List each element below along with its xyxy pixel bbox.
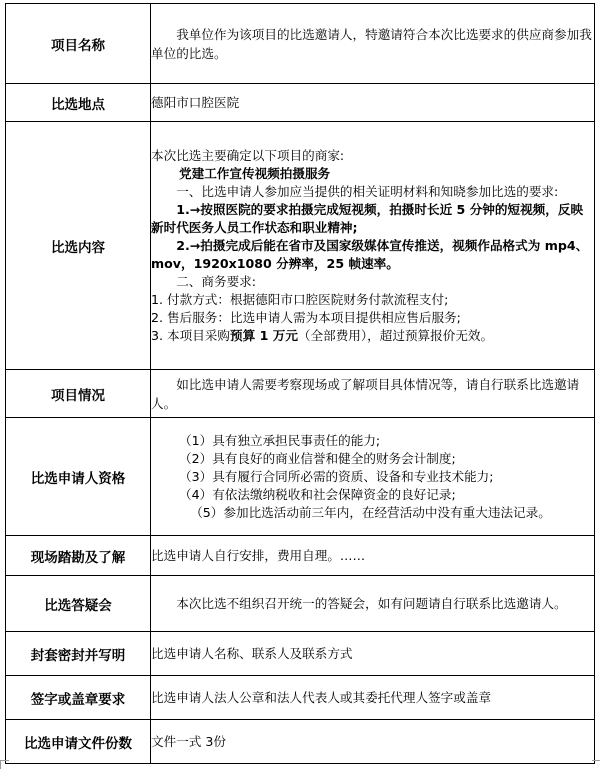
value-site-visit: 比选申请人自行安排，费用自理。……	[151, 536, 595, 576]
row-site-visit	[6, 536, 595, 576]
row-qa-meeting	[6, 576, 595, 632]
document-sheet	[5, 3, 595, 764]
content-section2-title: 二、商务要求:	[176, 273, 256, 289]
content-intro: 本次比选主要确定以下项目的商家:	[151, 147, 345, 163]
row-content	[6, 122, 595, 370]
value-qa-meeting: 本次比选不组织召开统一的答疑会，如有问题请自行联系比选邀请人。	[151, 576, 595, 632]
qualification-4: （4）有依法缴纳税收和社会保障资金的良好记录;	[179, 486, 456, 502]
value-envelope: 比选申请人名称、联系人及联系方式	[151, 632, 595, 676]
content-project-title: 党建工作宣传视频拍摄服务	[179, 165, 331, 181]
label-content: 比选内容	[6, 122, 151, 370]
label-site-visit: 现场踏勘及了解	[6, 536, 151, 576]
qualification-5: （5）参加比选活动前三年内，在经营活动中没有重大违法记录。	[190, 504, 551, 520]
label-qa-meeting: 比选答疑会	[6, 576, 151, 632]
row-qualification	[6, 418, 595, 536]
procurement-form-table	[5, 3, 595, 764]
value-project-situation: 如比选申请人需要考察现场或了解项目具体情况等，请自行联系比选邀请人。	[151, 370, 595, 418]
label-signature: 签字或盖章要求	[6, 676, 151, 720]
row-project-situation	[6, 370, 595, 418]
qualification-3: （3）具有履行合同所必需的资质、设备和专业技术能力;	[179, 468, 494, 484]
content-business-3	[151, 327, 594, 345]
page-corner-mark-right	[592, 760, 600, 769]
value-qualification	[151, 418, 595, 536]
value-content	[151, 122, 595, 370]
value-signature: 比选申请人法人公章和法人代表人或其委托代理人签字或盖章	[151, 676, 595, 720]
label-envelope: 封套密封并写明	[6, 632, 151, 676]
business-3-prefix: 3. 本项目采购	[151, 327, 230, 343]
label-location: 比选地点	[6, 84, 151, 122]
label-qualification: 比选申请人资格	[6, 418, 151, 536]
content-business-1: 1. 付款方式：根据德阳市口腔医院财务付款流程支付;	[151, 291, 449, 307]
business-3-budget: 预算 1 万元	[230, 327, 298, 343]
row-signature	[6, 676, 595, 720]
label-project-name: 项目名称	[6, 4, 151, 84]
label-project-situation: 项目情况	[6, 370, 151, 418]
business-3-suffix: （全部费用），超过预算报价无效。	[297, 327, 494, 343]
row-copies	[6, 720, 595, 764]
qualification-2: （2）具有良好的商业信誉和健全的财务会计制度;	[179, 450, 456, 466]
content-business-2: 2. 售后服务：比选申请人需为本项目提供相应售后服务;	[151, 309, 461, 325]
content-requirement-2: 2.→拍摄完成后能在省市及国家级媒体宣传推送，视频作品格式为 mp4、mov，1920x1080 分辨率，25 帧速率。	[151, 237, 589, 271]
content-requirement-1: 1.→按照医院的要求拍摄完成短视频，拍摄时长近 5 分钟的短视频，反映新时代医务人员工作状态和职业精神;	[151, 201, 584, 235]
value-copies: 文件一式 3份	[151, 720, 595, 764]
qualification-1: （1）具有独立承担民事责任的能力;	[179, 432, 381, 448]
page-corner-mark-left	[0, 760, 9, 769]
row-envelope	[6, 632, 595, 676]
value-location: 德阳市口腔医院	[151, 84, 595, 122]
content-section1-title: 一、比选申请人参加应当提供的相关证明材料和知晓参加比选的要求:	[176, 183, 559, 199]
row-project-name	[6, 4, 595, 84]
row-location	[6, 84, 595, 122]
label-copies: 比选申请文件份数	[6, 720, 151, 764]
value-project-name: 我单位作为该项目的比选邀请人，特邀请符合本次比选要求的供应商参加我单位的比选。	[151, 4, 595, 84]
